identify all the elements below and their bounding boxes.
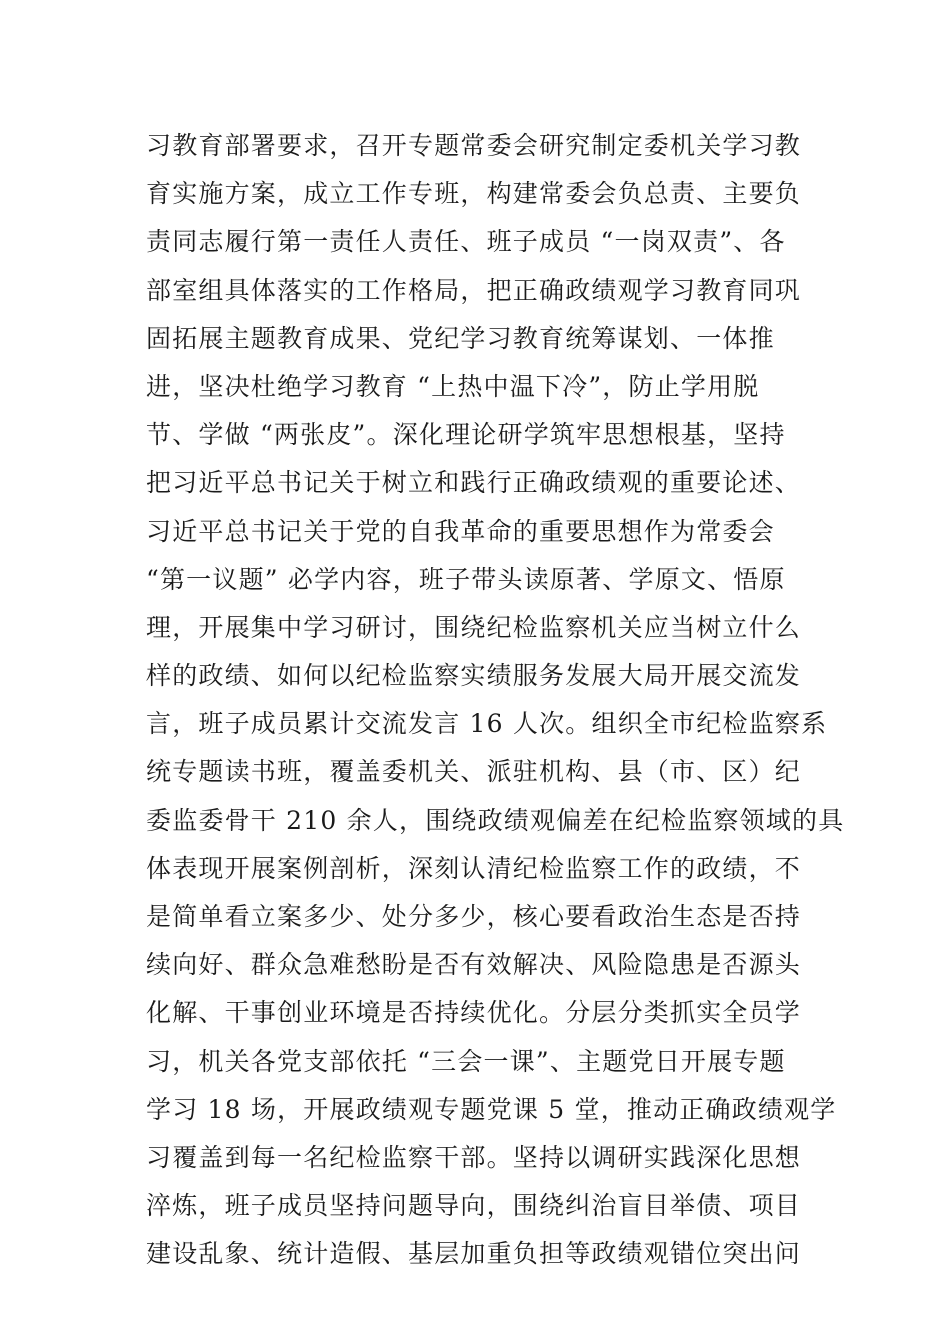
text-line: 样的政绩、如何以纪检监察实绩服务发展大局开展交流发 (146, 661, 802, 691)
text-line: 习近平总书记关于党的自我革命的重要思想作为常委会 (146, 516, 775, 546)
text-line: 把习近平总书记关于树立和践行正确政绩观的重要论述、 (146, 468, 802, 498)
text-line: “第一议题” 必学内容，班子带头读原著、学原文、悟原 (146, 564, 786, 594)
text-line: 进，坚决杜绝学习教育 “上热中温下冷”，防止学用脱 (146, 371, 760, 401)
text-line: 理，开展集中学习研讨，围绕纪检监察机关应当树立什么 (146, 612, 802, 642)
body-text (146, 122, 845, 1279)
text-line: 言，班子成员累计交流发言 16 人次。组织全市纪检监察系 (146, 709, 828, 739)
text-line: 习覆盖到每一名纪检监察干部。坚持以调研实践深化思想 (146, 1142, 802, 1172)
text-line: 淬炼，班子成员坚持问题导向，围绕纠治盲目举债、项目 (146, 1191, 802, 1221)
text-line: 续向好、群众急难愁盼是否有效解决、风险隐患是否源头 (146, 950, 802, 980)
text-line: 统专题读书班，覆盖委机关、派驻机构、县（市、区）纪 (146, 757, 802, 787)
text-line: 习，机关各党支部依托 “三会一课”、主题党日开展专题 (146, 1046, 786, 1076)
text-line: 体表现开展案例剖析，深刻认清纪检监察工作的政绩，不 (146, 853, 802, 883)
text-line: 学习 18 场，开展政绩观专题党课 5 堂，推动正确政绩观学 (146, 1094, 837, 1124)
text-line: 责同志履行第一责任人责任、班子成员 “一岗双责”、各 (146, 227, 786, 257)
text-line: 节、学做 “两张皮”。深化理论研学筑牢思想根基，坚持 (146, 420, 786, 450)
text-line: 习教育部署要求，召开专题常委会研究制定委机关学习教 (146, 131, 802, 160)
text-line: 是简单看立案多少、处分多少，核心要看政治生态是否持 (146, 902, 802, 931)
text-line: 固拓展主题教育成果、党纪学习教育统筹谋划、一体推 (146, 323, 775, 353)
text-line: 部室组具体落实的工作格局，把正确政绩观学习教育同巩 (146, 275, 802, 305)
text-line: 委监委骨干 210 余人，围绕政绩观偏差在纪检监察领域的具 (146, 805, 845, 835)
text-line: 育实施方案，成立工作专班，构建常委会负总责、主要负 (146, 179, 802, 209)
text-line: 建设乱象、统计造假、基层加重负担等政绩观错位突出问 (146, 1239, 802, 1269)
text-line: 化解、干事创业环境是否持续优化。分层分类抓实全员学 (146, 998, 802, 1028)
